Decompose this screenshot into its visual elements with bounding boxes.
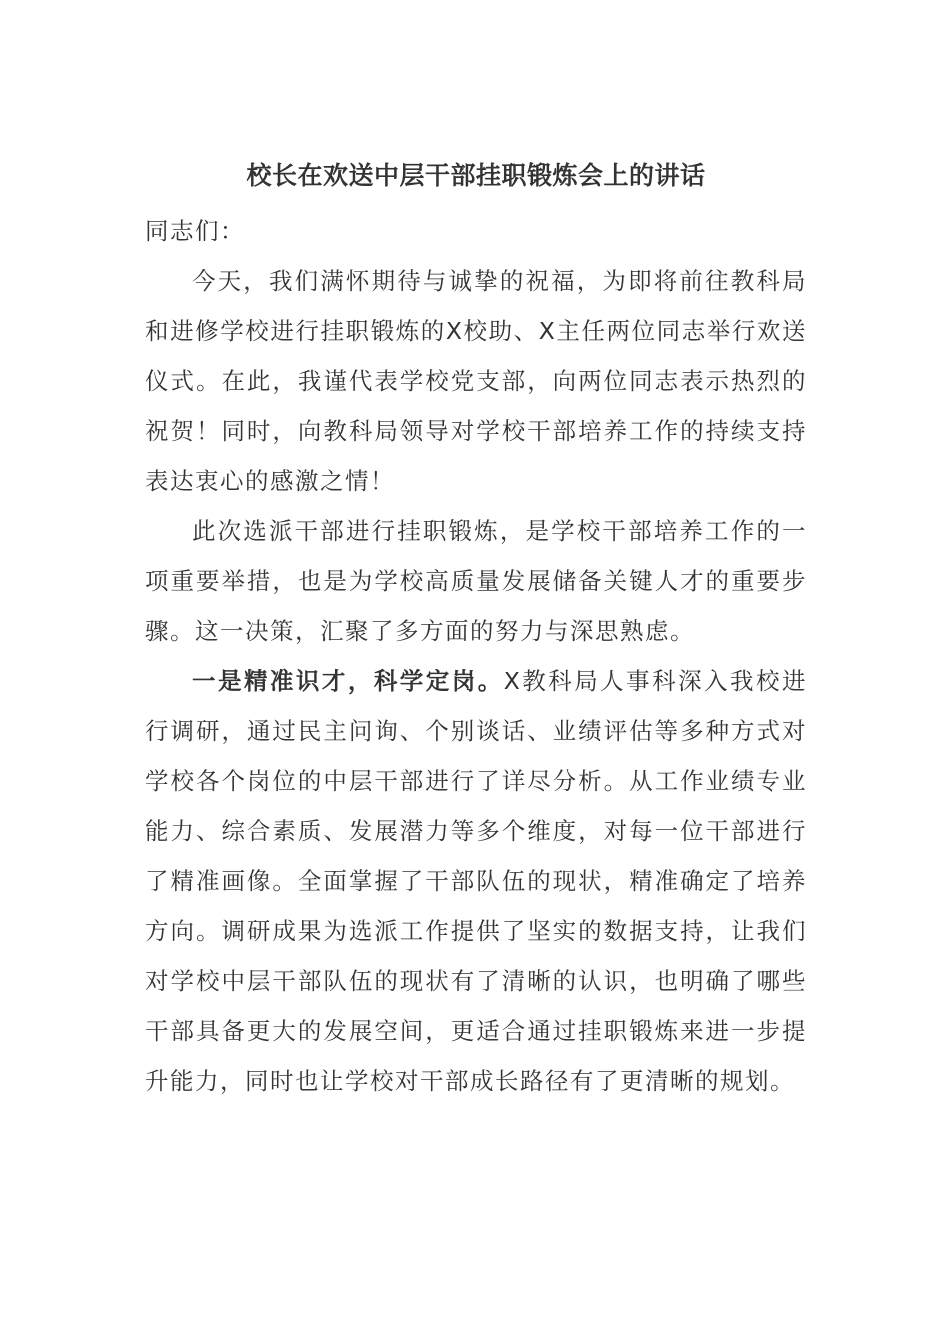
paragraph-1 xyxy=(145,256,807,506)
salutation: 同志们： xyxy=(145,217,245,245)
paragraph-3-lead: 一是精准识才，科学定岗。 xyxy=(192,667,504,695)
paragraph-3 xyxy=(145,656,807,1106)
document-body xyxy=(145,152,807,1106)
paragraph-3-text: X教科局人事科深入我校进行调研，通过民主问询、个别谈话、业绩评估等多种方式对学校各个岗位的中层干部进行了详尽分析。从工作业绩专业能力、综合素质、发展潜力等多个维度，对每一位干部进行了精准画像。全面掌握了干部队伍的现状，精准确定了培养方向。调研成果为选派工作提供了坚实的数据支持，让我们对学校中层干部队伍的现状有了清晰的认识，也明确了哪些干部具备更大的发展空间，更适合通过挂职锻炼来进一步提升能力，同时也让学校对干部成长路径有了更清晰的规划。 xyxy=(145,667,807,1095)
paragraph-2 xyxy=(145,506,807,656)
paragraph-2-text: 此次选派干部进行挂职锻炼，是学校干部培养工作的一项重要举措，也是为学校高质量发展储备关键人才的重要步骤。这一决策，汇聚了多方面的努力与深思熟虑。 xyxy=(145,517,807,645)
paragraph-1-text: 今天，我们满怀期待与诚挚的祝福，为即将前往教科局和进修学校进行挂职锻炼的X校助、X主任两位同志举行欢送仪式。在此，我谨代表学校党支部，向两位同志表示热烈的祝贺！同时，向教科局领导对学校干部培养工作的持续支持表达衷心的感激之情！ xyxy=(145,267,807,495)
document-title: 校长在欢送中层干部挂职锻炼会上的讲话 xyxy=(246,161,706,190)
